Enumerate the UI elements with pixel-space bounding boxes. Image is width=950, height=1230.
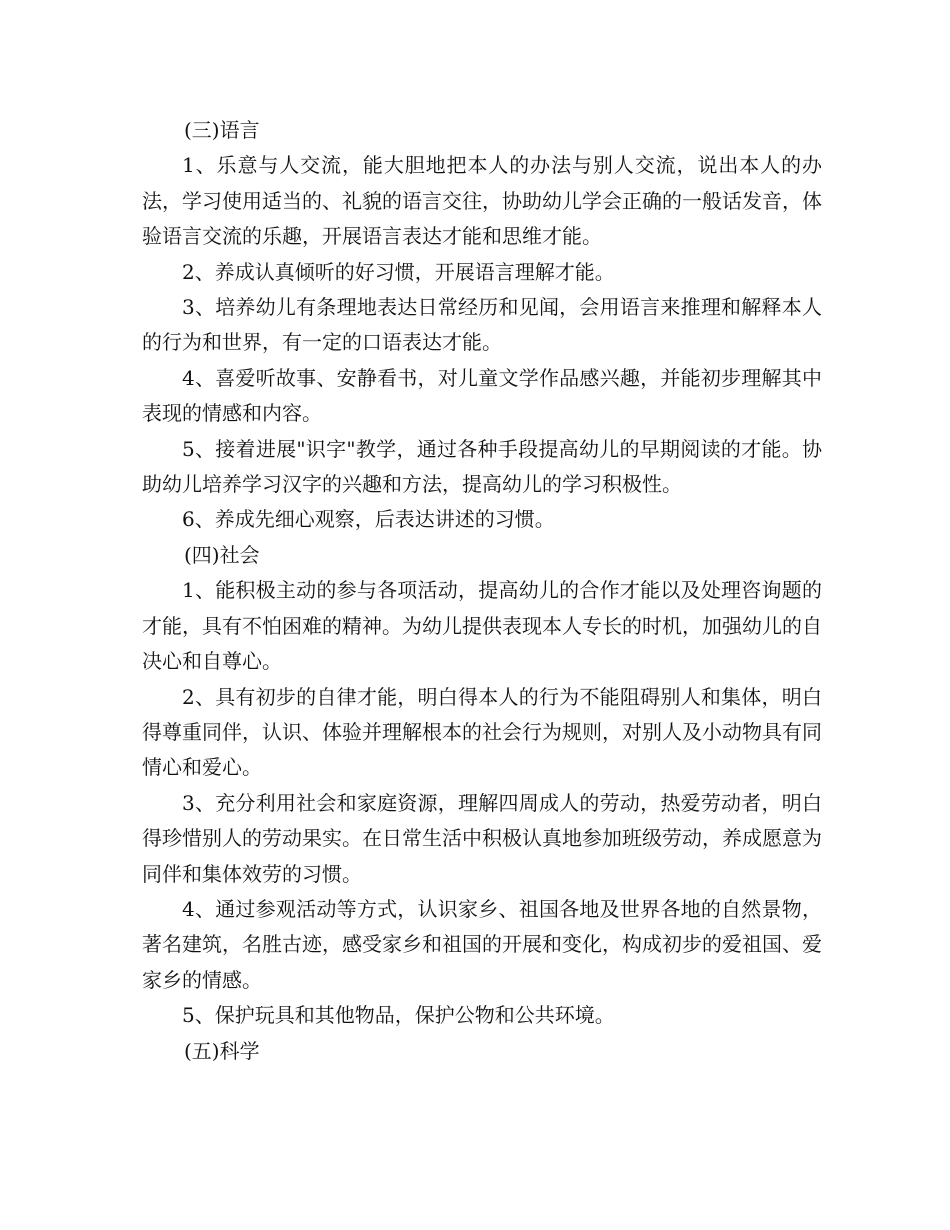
paragraph: 5、保护玩具和其他物品，保护公物和公共环境。 xyxy=(182,1003,615,1028)
section-heading-science: (五)科学 xyxy=(184,1038,260,1063)
paragraph: 2、养成认真倾听的好习惯，开展语言理解才能。 xyxy=(182,259,615,284)
section-heading-language: (三)语言 xyxy=(184,118,260,142)
paragraph: 4、喜爱听故事、安静看书，对儿童文学作品感兴趣，并能初步理解其中表现的情感和内容。 xyxy=(142,365,822,426)
paragraph: 1、乐意与人交流，能大胆地把本人的办法与别人交流，说出本人的办法，学习使用适当的、礼貌的语言交往，协助幼儿学会正确的一般话发音，体验语言交流的乐趣，开展语言表达才能和思维才能。 xyxy=(142,153,822,249)
document-body xyxy=(142,113,822,1069)
paragraph: 3、培养幼儿有条理地表达日常经历和见闻，会用语言来推理和解释本人的行为和世界，有一定的口语表达才能。 xyxy=(142,295,822,355)
paragraph: 6、养成先细心观察，后表达讲述的习惯。 xyxy=(182,507,555,532)
paragraph: 5、接着进展"识字"教学，通过各种手段提高幼儿的早期阅读的才能。协助幼儿培养学习汉字的兴趣和方法，提高幼儿的学习积极性。 xyxy=(142,436,822,497)
paragraph: 1、能积极主动的参与各项活动，提高幼儿的合作才能以及处理咨询题的才能，具有不怕困难的精神。为幼儿提供表现本人专长的时机，加强幼儿的自决心和自尊心。 xyxy=(142,578,822,674)
paragraph: 4、通过参观活动等方式，认识家乡、祖国各地及世界各地的自然景物，著名建筑，名胜古迹，感受家乡和祖国的开展和变化，构成初步的爱祖国、爱家乡的情感。 xyxy=(142,896,822,992)
paragraph: 3、充分利用社会和家庭资源，理解四周成人的劳动，热爱劳动者，明白得珍惜别人的劳动果实。在日常生活中积极认真地参加班级劳动，养成愿意为同伴和集体效劳的习惯。 xyxy=(142,790,822,886)
section-heading-society: (四)社会 xyxy=(184,542,260,567)
paragraph: 2、具有初步的自律才能，明白得本人的行为不能阻碍别人和集体，明白得尊重同伴，认识、体验并理解根本的社会行为规则，对别人及小动物具有同情心和爱心。 xyxy=(142,684,822,780)
